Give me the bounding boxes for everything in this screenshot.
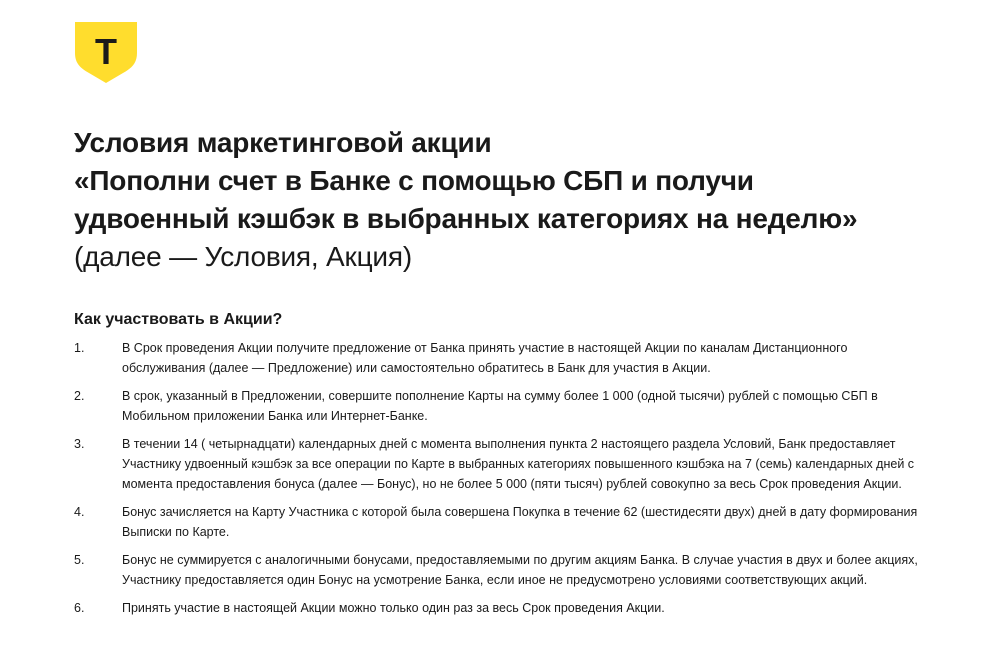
- title-line-4: (далее — Условия, Акция): [74, 241, 412, 272]
- document-title: [74, 124, 954, 276]
- item-text: Бонус зачисляется на Карту Участника с которой была совершена Покупка в течение 62 (шестидесяти двух) дней в дату формирования Выписки по Карте.: [122, 505, 918, 539]
- list-item: [74, 386, 924, 426]
- item-number: 3.: [74, 437, 85, 451]
- list-item: [74, 502, 924, 542]
- shield-logo-icon: [75, 22, 137, 84]
- item-text: Бонус не суммируется с аналогичными бонусами, предоставляемыми по другим акциям Банка. В случае участия в двух и более акциях, Участнику предоставляется один Бонус на усмотрение Банка, если иное не предусмотрено условиями соответствующих акций.: [122, 553, 918, 587]
- item-number: 4.: [74, 505, 85, 519]
- item-number: 1.: [74, 341, 85, 355]
- participation-steps-list: [74, 338, 924, 626]
- title-line-1: Условия маркетинговой акции: [74, 127, 492, 158]
- list-item: [74, 598, 924, 618]
- item-text: В срок, указанный в Предложении, совершите пополнение Карты на сумму более 1 000 (одной тысячи) рублей с помощью СБП в Мобильном приложении Банка или Интернет-Банке.: [122, 389, 878, 423]
- item-number: 2.: [74, 389, 85, 403]
- item-text: В течении 14 ( четырнадцати) календарных дней с момента выполнения пункта 2 настоящего раздела Условий, Банк предоставляет Участнику удвоенный кэшбэк за все операции по Карте в выбранных категориях повышенного кэшбэка на 7 (семь) календарных дней с момента предоставления бонуса (далее — Бонус), но не более 5 000 (пяти тысяч) рублей совокупно за весь Срок проведения Акции.: [122, 437, 915, 491]
- section-heading: Как участвовать в Акции?: [74, 311, 283, 328]
- list-item: [74, 338, 924, 378]
- item-text: Принять участие в настоящей Акции можно только один раз за весь Срок проведения Акции.: [122, 601, 665, 615]
- list-item: [74, 550, 924, 590]
- list-item: [74, 434, 924, 494]
- title-line-2: «Пополни счет в Банке с помощью СБП и получи: [74, 165, 754, 196]
- logo-letter: T: [95, 31, 117, 72]
- bank-logo: [75, 22, 137, 84]
- item-number: 5.: [74, 553, 85, 567]
- item-number: 6.: [74, 601, 85, 615]
- title-line-3: удвоенный кэшбэк в выбранных категориях на неделю»: [74, 203, 858, 234]
- item-text: В Срок проведения Акции получите предложение от Банка принять участие в настоящей Акции по каналам Дистанционного обслуживания (далее — Предложение) или самостоятельно обратитесь в Банк для участия в Акции.: [122, 341, 848, 375]
